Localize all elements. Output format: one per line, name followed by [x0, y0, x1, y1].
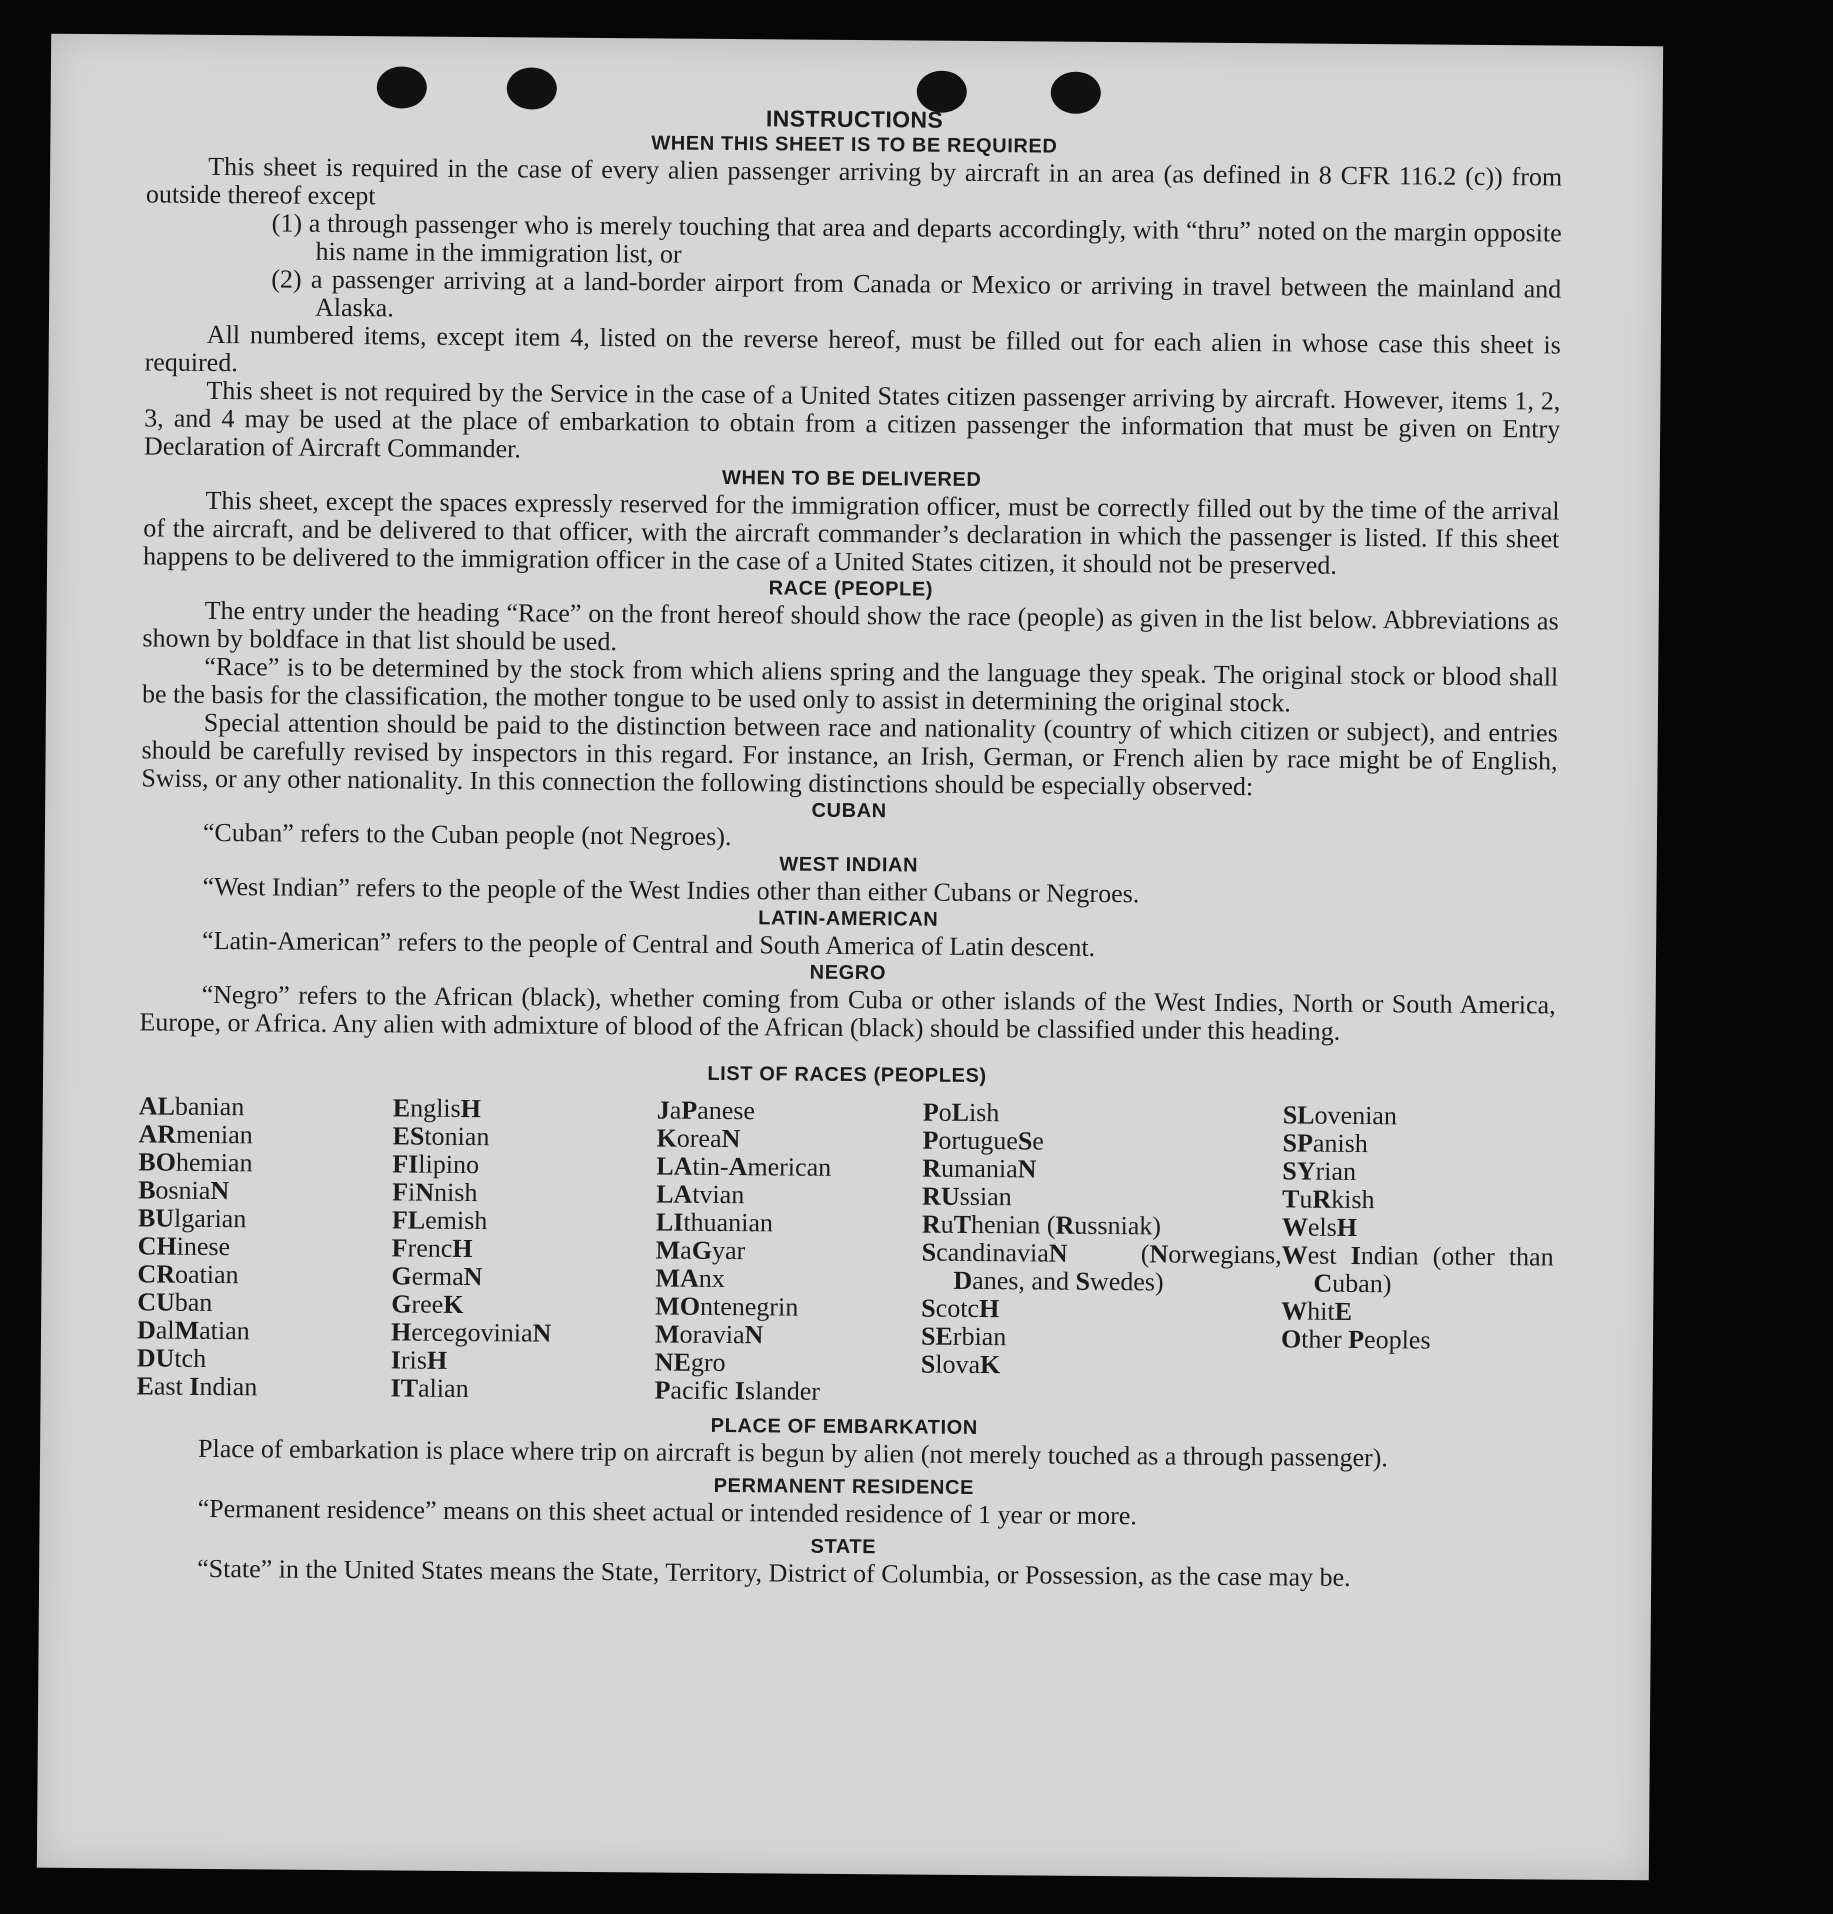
race-entry: KoreaN — [656, 1123, 741, 1154]
section-heading: LATIN-AMERICAN — [758, 907, 939, 931]
paragraph: “Permanent residence” means on this sheet actual or intended residence of 1 year or more. — [197, 1493, 1137, 1531]
race-entry: FiNnish — [392, 1177, 478, 1208]
list-item: (2) a passenger arriving at a land-border airport from Canada or Mexico or arriving in travel between the mainland and Alaska. — [271, 264, 1562, 323]
race-entry: ARmenian — [138, 1119, 253, 1150]
race-entry: RumaniaN — [922, 1153, 1037, 1184]
race-entry: CHinese — [137, 1231, 231, 1262]
section-heading: NEGRO — [809, 961, 887, 985]
race-column — [654, 1096, 922, 1406]
race-entry: ALbanian — [138, 1091, 245, 1122]
section-heading: WEST INDIAN — [779, 853, 919, 877]
paragraph: Special attention should be paid to the distinction between race and nationality (country of which citizen or subject), and entries should be carefully revised by inspectors in this regard. For instance, an Irish, German, or French alien by race might be of English, Swiss, or any other nationality. In this connection the following distinctions should be especially observed: — [141, 707, 1558, 802]
race-entry: CRoatian — [137, 1259, 239, 1290]
race-entry: ScandinaviaN (Norwegians, Danes, and Swedes) — [921, 1237, 1282, 1297]
race-entry: WelsH — [1281, 1212, 1358, 1242]
race-entry: PoLish — [922, 1097, 1000, 1128]
race-column — [920, 1099, 1282, 1410]
paragraph: “Latin-American” refers to the people of Central and South America of Latin descent. — [201, 925, 1096, 962]
race-column — [390, 1094, 656, 1404]
race-entry: CUban — [137, 1287, 213, 1318]
race-entry: East Indian — [136, 1371, 258, 1402]
race-entry: PortugueSe — [922, 1125, 1045, 1156]
race-entry: FIlipino — [392, 1149, 480, 1180]
race-entry: BOhemian — [138, 1147, 253, 1178]
race-entry: Other Peoples — [1280, 1324, 1431, 1355]
race-entry: FrencH — [391, 1233, 473, 1264]
race-entry: SPanish — [1282, 1128, 1368, 1159]
section-heading: WHEN TO BE DELIVERED — [721, 466, 982, 492]
race-entry: SErbian — [920, 1321, 1007, 1352]
paragraph: This sheet is not required by the Service in the case of a United States citizen passenger arriving by aircraft. However, items 1, 2, 3, and 4 may be used at the place of embarkation to obtain from a citizen passenger the information that must be given on Entry Declaration of Aircraft Commander. — [143, 375, 1561, 464]
race-entry: Pacific Islander — [654, 1375, 821, 1406]
race-entry: BosniaN — [138, 1175, 230, 1206]
paragraph: “State” in the United States means the State, Territory, District of Columbia, or Possession, as the case may be. — [197, 1553, 1351, 1592]
paragraph: “Race” is to be determined by the stock from which aliens spring and the language they speak. The original stock or blood shall be the basis for the classification, the mother tongue to be used only to assist in determining the original stock. — [141, 651, 1559, 718]
paragraph: “West Indian” refers to the people of the West Indies other than either Cubans or Negroes. — [202, 871, 1140, 909]
section-heading: STATE — [810, 1535, 877, 1559]
race-entry: ScotcH — [921, 1293, 1000, 1324]
race-entry: LIthuanian — [655, 1207, 774, 1238]
race-entry: MOntenegrin — [655, 1291, 799, 1322]
race-column — [136, 1092, 392, 1402]
section-heading: LIST OF RACES (PEOPLES) — [707, 1062, 987, 1088]
race-entry: SlovaK — [920, 1349, 1001, 1380]
paragraph: “Negro” refers to the African (black), whether coming from Cuba or other islands of the West Indies, North or South America, Europe, or Africa. Any alien with admixture of blood of the African (black) should be classified under this heading. — [139, 979, 1556, 1046]
paragraph: All numbered items, except item 4, listed on the reverse hereof, must be filled out for each alien in whose case this sheet is required. — [144, 319, 1561, 378]
race-column — [1280, 1101, 1554, 1411]
race-entry: GreeK — [391, 1289, 464, 1319]
race-entry: HercegoviniaN — [390, 1317, 552, 1348]
race-entry: SLovenian — [1282, 1100, 1398, 1131]
race-entry: MoraviaN — [654, 1319, 764, 1350]
race-entry: GermaN — [391, 1261, 483, 1292]
race-entry: West Indian (other than Cuban) — [1281, 1240, 1554, 1299]
race-entry: RUssian — [922, 1181, 1012, 1212]
race-entry: EStonian — [392, 1121, 490, 1152]
paragraph: This sheet, except the spaces expressly reserved for the immigration officer, must be correctly filled out by the time of the arrival of the aircraft, and be delivered to that officer, with the aircraft commander’s declaration in which the passenger is listed. If this sheet happens to be delivered to the immigration officer in the case of a United States citizen, it should not be preserved. — [143, 485, 1560, 580]
race-entry: RuThenian (Russniak) — [921, 1209, 1162, 1241]
paragraph: Place of embarkation is place where trip on aircraft is begun by alien (not merely touched as a through passenger). — [198, 1433, 1388, 1473]
paragraph: “Cuban” refers to the Cuban people (not Negroes). — [202, 817, 732, 852]
exception-list — [145, 208, 1562, 331]
section-heading: CUBAN — [811, 799, 887, 823]
race-entry: LAtin-American — [656, 1151, 832, 1182]
race-list — [136, 1092, 1554, 1411]
race-entry: TuRkish — [1281, 1184, 1375, 1215]
section-heading: RACE (PEOPLE) — [768, 577, 934, 601]
document-body — [135, 100, 1563, 1593]
race-entry: EnglisH — [392, 1093, 482, 1124]
race-entry: WhitE — [1281, 1296, 1353, 1326]
race-entry: SYrian — [1282, 1156, 1357, 1186]
document-sheet — [37, 34, 1663, 1881]
section-heading: WHEN THIS SHEET IS TO BE REQUIRED — [651, 132, 1058, 158]
section-heading: PERMANENT RESIDENCE — [713, 1474, 975, 1499]
page-title: INSTRUCTIONS — [765, 105, 944, 133]
race-entry: IrisH — [390, 1345, 448, 1375]
race-entry: DUtch — [136, 1343, 207, 1373]
section-heading: PLACE OF EMBARKATION — [710, 1414, 978, 1440]
race-entry: BUlgarian — [137, 1203, 247, 1234]
paragraph: The entry under the heading “Race” on the front hereof should show the race (people) as given in the list below. Abbreviations as shown by boldface in that list should be used. — [142, 595, 1559, 657]
list-item: (1) a through passenger who is merely touching that area and departs accordingly, with “thru” noted on the margin opposite his name in the immigration list, or — [271, 208, 1562, 269]
race-entry: LAtvian — [656, 1179, 745, 1210]
race-entry: MaGyar — [655, 1235, 746, 1266]
race-entry: DalMatian — [136, 1315, 250, 1346]
paragraph: This sheet is required in the case of every alien passenger arriving by aircraft in an area (as defined in 8 CFR 116.2 (c)) from outside thereof except — [145, 151, 1563, 211]
race-entry: ITalian — [390, 1373, 469, 1404]
race-entry: JaPanese — [656, 1095, 756, 1126]
race-entry: MAnx — [655, 1263, 725, 1294]
race-entry: NEgro — [654, 1347, 726, 1378]
race-entry: FLemish — [391, 1205, 488, 1236]
